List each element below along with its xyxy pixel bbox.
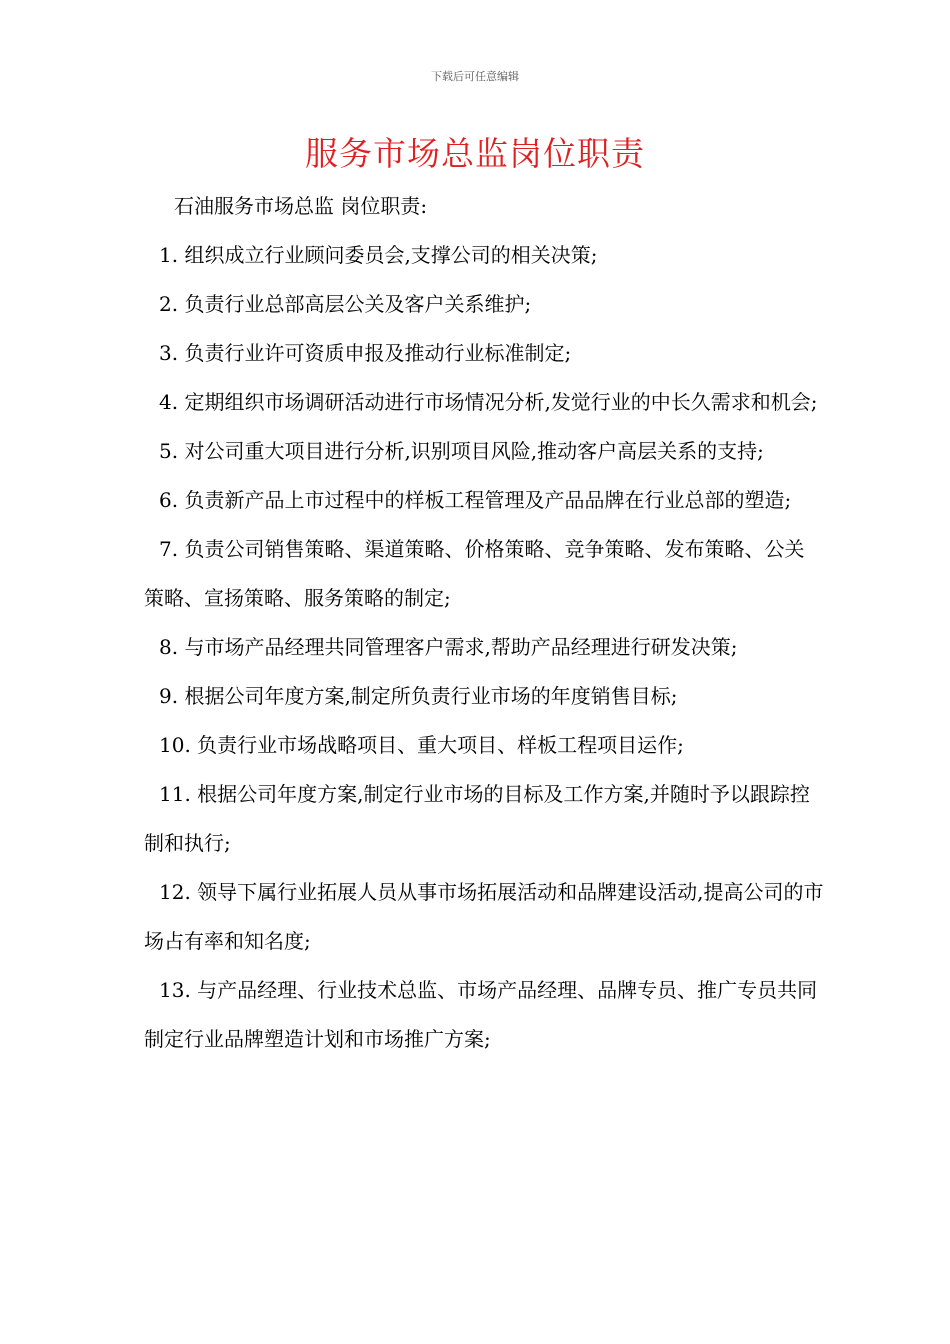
list-item: 2. 负责行业总部高层公关及客户关系维护;: [159, 292, 532, 316]
list-item: 6. 负责新产品上市过程中的样板工程管理及产品品牌在行业总部的塑造;: [159, 488, 792, 512]
list-item: 11. 根据公司年度方案,制定行业市场的目标及工作方案,并随时予以跟踪控制和执行;: [144, 782, 810, 855]
list-item: 1. 组织成立行业顾问委员会,支撑公司的相关决策;: [159, 243, 598, 267]
page-title: 服务市场总监岗位职责: [305, 134, 645, 173]
list-item: 8. 与市场产品经理共同管理客户需求,帮助产品经理进行研发决策;: [159, 635, 738, 659]
list-item: 5. 对公司重大项目进行分析,识别项目风险,推动客户高层关系的支持;: [159, 439, 764, 463]
document-body: [144, 182, 824, 1064]
list-item: 9. 根据公司年度方案,制定所负责行业市场的年度销售目标;: [159, 684, 678, 708]
list-item: 3. 负责行业许可资质申报及推动行业标准制定;: [159, 341, 572, 365]
list-item: 10. 负责行业市场战略项目、重大项目、样板工程项目运作;: [159, 733, 684, 757]
header-note: 下载后可任意编辑: [431, 70, 519, 83]
list-item: 4. 定期组织市场调研活动进行市场情况分析,发觉行业的中长久需求和机会;: [159, 390, 818, 414]
intro-line: 石油服务市场总监 岗位职责:: [174, 194, 428, 218]
list-item: 12. 领导下属行业拓展人员从事市场拓展活动和品牌建设活动,提高公司的市场占有率和知名度;: [144, 880, 824, 953]
list-item: 7. 负责公司销售策略、渠道策略、价格策略、竞争策略、发布策略、公关策略、宣扬策略、服务策略的制定;: [144, 537, 805, 610]
list-item: 13. 与产品经理、行业技术总监、市场产品经理、品牌专员、推广专员共同制定行业品牌塑造计划和市场推广方案;: [144, 978, 818, 1051]
